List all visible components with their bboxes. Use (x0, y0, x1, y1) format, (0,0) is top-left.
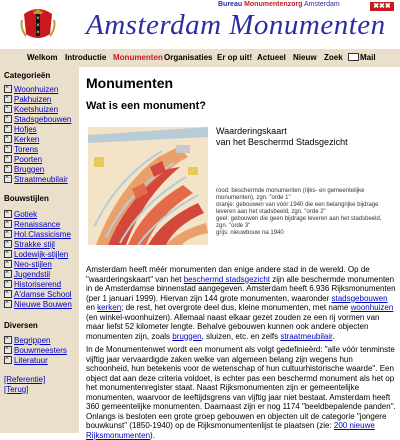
map-caption (216, 126, 348, 148)
legend-line: rood: beschermde monumenten (rijks- en gemeentelijke (216, 188, 365, 194)
checkbox-icon (4, 260, 12, 268)
sidebar-item-lodewijk-stijlen[interactable] (4, 250, 68, 260)
nav-introductie[interactable]: Introductie (65, 53, 107, 62)
misc-heading: Diversen (4, 321, 38, 330)
sidebar-link[interactable]: Straatmeubilair (14, 175, 68, 184)
sidebar-link[interactable]: Torens (14, 145, 39, 154)
link-straatmeubilair[interactable]: straatmeubilair (280, 331, 333, 341)
link-kerken[interactable]: kerken (97, 303, 122, 312)
terug-link-text[interactable]: [Terug] (4, 385, 29, 394)
map-legend (216, 188, 396, 237)
amsterdam-crest-logo[interactable] (20, 6, 56, 42)
sidebar-link[interactable]: Woonhuizen (14, 85, 59, 94)
para-text: zijn alle beschermde monumenten in de Amsterdamse binnenstad aangegeven. Amsterdam heeft 6.936 Rijksmonumenten (per 1 januari 1999). Hiervan zijn 144 grote monumenten, waaronder (86, 274, 396, 303)
sidebar-item-hol-classicisme[interactable] (4, 230, 71, 240)
legend-line: monumenten), zgn. "orde 1" (216, 195, 291, 201)
checkbox-icon (4, 155, 12, 163)
checkbox-icon (4, 240, 12, 248)
nav-actueel[interactable]: Actueel (257, 53, 286, 62)
sidebar-item-nieuwe-bouwen[interactable] (4, 300, 72, 310)
sidebar-link[interactable]: Hol.Classicisme (14, 230, 71, 239)
checkbox-icon (4, 175, 12, 183)
sidebar-link[interactable]: Stadsgebouwen (14, 115, 72, 124)
checkbox-icon (4, 346, 12, 354)
sidebar-item-koetshuizen[interactable] (4, 105, 58, 115)
checkbox-icon (4, 95, 12, 103)
para-text: In de Monumentenwet wordt een monument als volgt gedefinieërd: "alle vóór tenminste vijftig jaar vervaardigde zaken welke van algemeen belang zijn wegens hun schoonheid, hun betekenis voor de wetenschap of hun cultuurhistorische waarde". Een object dat aan deze criteria voldoet, is echter pas een beschermd monument als het op het monumentenregister staat. Naast Rijksmonumenten zijn er gemeentelijke monumenten, waarvoor de leeftijdsgrens van vijftig jaar niet bestaat. Amsterdam heeft 360 gemeentelijke monumenten. Daarnaast zijn er nog 1174 "beeldbepalende panden". Onlangs is besloten een grote groep gebouwen en objecten uit de categorie "jongere bouwkunst" (1850-1940) op de Rijksmonumentenlijst te plaatsen (zie: (86, 345, 396, 430)
page-title: Monumenten (86, 75, 174, 91)
sidebar-item-bruggen[interactable] (4, 165, 44, 175)
checkbox-icon (4, 165, 12, 173)
checkbox-icon (4, 210, 12, 218)
checkbox-icon (4, 356, 12, 364)
checkbox-icon (4, 125, 12, 133)
sidebar-link[interactable]: Historiserend (14, 280, 62, 289)
terug-link[interactable] (4, 385, 28, 394)
sidebar-item-bouwmeesters[interactable] (4, 346, 67, 356)
monumentenzorg-text: Monumentenzorg (244, 1, 303, 8)
link-bruggen[interactable]: bruggen (172, 331, 202, 341)
checkbox-icon (4, 135, 12, 143)
sidebar-link[interactable]: Poorten (14, 155, 43, 164)
bureau-monumentenzorg-label (218, 1, 340, 8)
link-200-nieuwe-rijksmonumenten[interactable]: 200 nieuwe Rijksmonumenten (86, 421, 375, 440)
referentie-link[interactable] (4, 375, 45, 384)
intro-paragraph (86, 265, 396, 341)
map-caption-line-2: van het Beschermd Stadsgezicht (216, 137, 348, 147)
sidebar-item-literatuur[interactable] (4, 356, 48, 366)
sidebar-link[interactable]: Gotiek (14, 210, 38, 219)
sidebar-link[interactable]: Kerken (14, 135, 40, 144)
checkbox-icon (4, 280, 12, 288)
checkbox-icon (4, 220, 12, 228)
checkbox-icon (4, 105, 12, 113)
referentie-link-text[interactable]: [Referentie] (4, 375, 46, 384)
sidebar-link[interactable]: Literatuur (14, 356, 48, 365)
sidebar-link[interactable]: Bouwmeesters (14, 346, 67, 355)
para-text: ; de rest, het overgrote deel dus, kleine monumenten, met name (121, 303, 351, 312)
legend-line: zgn. "orde 3" (216, 223, 251, 229)
para-text: Amsterdam heeft méér monumenten dan enige andere stad in de wereld. Op de "waarderingskaart" van het (86, 265, 370, 284)
checkbox-icon (4, 300, 12, 308)
para-text: . (332, 331, 335, 341)
nav-mail[interactable] (348, 49, 376, 67)
amsterdam-text: Amsterdam (303, 1, 340, 8)
mail-icon (348, 53, 359, 61)
nav-er-op-uit[interactable]: Er op uit! (217, 53, 253, 62)
sidebar-item-stadsgebouwen[interactable] (4, 115, 71, 125)
legend-line: geel: gebouwen die geen bijdrage leveren aan het stadsbeeld, (216, 216, 382, 222)
checkbox-icon (4, 115, 12, 123)
sidebar-link[interactable]: Nieuwe Bouwen (14, 300, 72, 309)
para-text: en (86, 303, 98, 312)
checkbox-icon (4, 230, 12, 238)
para-text: ). (150, 430, 155, 440)
sidebar-link[interactable]: Bruggen (14, 165, 45, 174)
nav-zoek[interactable]: Zoek (324, 53, 343, 62)
link-stadsgebouwen[interactable]: stadsgebouwen (331, 293, 388, 303)
main-nav (0, 49, 400, 67)
styles-heading: Bouwstijlen (4, 194, 49, 203)
sidebar-link[interactable]: Renaissance (14, 220, 61, 229)
sidebar-item-jugendstil[interactable] (4, 270, 50, 280)
categories-heading: Categorieën (4, 71, 51, 80)
link-woonhuizen[interactable]: woonhuizen (350, 303, 394, 312)
sidebar-item-historiserend[interactable] (4, 280, 61, 290)
map-caption-line-1: Waarderingskaart (216, 126, 287, 136)
checkbox-icon (4, 250, 12, 258)
sidebar-link[interactable]: Neo-stijlen (14, 260, 52, 269)
para-text: (en winkel-woonhuizen). Allemaal naast elkaar gezet zouden ze een rij vormen van maar liefst 52 kilometer lengte. Behalve gebouwen kunnen ook andere objecten monumenten zijn, zoals (86, 312, 380, 341)
checkbox-icon (4, 145, 12, 153)
sidebar-item-begrippen[interactable] (4, 336, 50, 346)
site-header (0, 0, 400, 48)
sidebar-item-straatmeubilair[interactable] (4, 175, 68, 185)
sidebar-item-strakke-stijl[interactable] (4, 240, 55, 250)
xxx-icon: ✖✖✖ (370, 2, 394, 11)
svg-text:×: × (36, 23, 40, 29)
sidebar-link[interactable]: Strakke stijl (14, 240, 55, 249)
checkbox-icon (4, 270, 12, 278)
sidebar-item-torens[interactable] (4, 145, 38, 155)
sidebar-item-kerken[interactable] (4, 135, 39, 145)
sidebar-link[interactable]: Jugendstil (14, 270, 51, 279)
section-heading: Wat is een monument? (86, 100, 206, 112)
checkbox-icon (4, 85, 12, 93)
sidebar (0, 67, 79, 433)
nav-monumenten[interactable]: Monumenten (113, 53, 163, 62)
site-title[interactable]: Amsterdam Monumenten (86, 9, 386, 41)
waarderingskaart-map-image (88, 127, 208, 245)
legend-line: leveren aan het stadsbeeld, zgn. "orde 2" (216, 209, 326, 215)
checkbox-icon (4, 290, 12, 298)
sidebar-link[interactable]: Pakhuizen (14, 95, 52, 104)
definition-paragraph (86, 345, 396, 440)
sidebar-link[interactable]: Koetshuizen (14, 105, 59, 114)
sidebar-item-pakhuizen[interactable] (4, 95, 51, 105)
nav-organisaties[interactable]: Organisaties (164, 53, 213, 62)
bureau-text: Bureau (218, 1, 243, 8)
legend-line: grijs: nieuwbouw na 1940 (216, 230, 284, 236)
link-beschermd-stadsgezicht[interactable]: beschermd stadsgezicht (183, 274, 270, 284)
sidebar-item-renaissance[interactable] (4, 220, 60, 230)
checkbox-icon (4, 336, 12, 344)
sidebar-link[interactable]: Lodewijk-stijlen (14, 250, 69, 259)
nav-mail-label: Mail (360, 53, 376, 62)
sidebar-link[interactable]: A'damse School (14, 290, 72, 299)
nav-nieuw[interactable]: Nieuw (293, 53, 317, 62)
sidebar-item-poorten[interactable] (4, 155, 42, 165)
svg-text:×: × (36, 30, 40, 36)
sidebar-link[interactable]: Hofjes (14, 125, 37, 134)
svg-text:×: × (36, 16, 40, 22)
para-text: , sluizen, etc. en zelfs (201, 331, 281, 341)
sidebar-item-woonhuizen[interactable] (4, 85, 58, 95)
main-content (86, 67, 396, 440)
nav-welkom[interactable]: Welkom (27, 53, 58, 62)
legend-line: oranje: gebouwen van vóór 1940 die een belangrijke bijdrage (216, 202, 379, 208)
sidebar-item-neo-stijlen[interactable] (4, 260, 52, 270)
sidebar-link[interactable]: Begrippen (14, 336, 51, 345)
sidebar-item-adamse-school[interactable] (4, 290, 72, 300)
